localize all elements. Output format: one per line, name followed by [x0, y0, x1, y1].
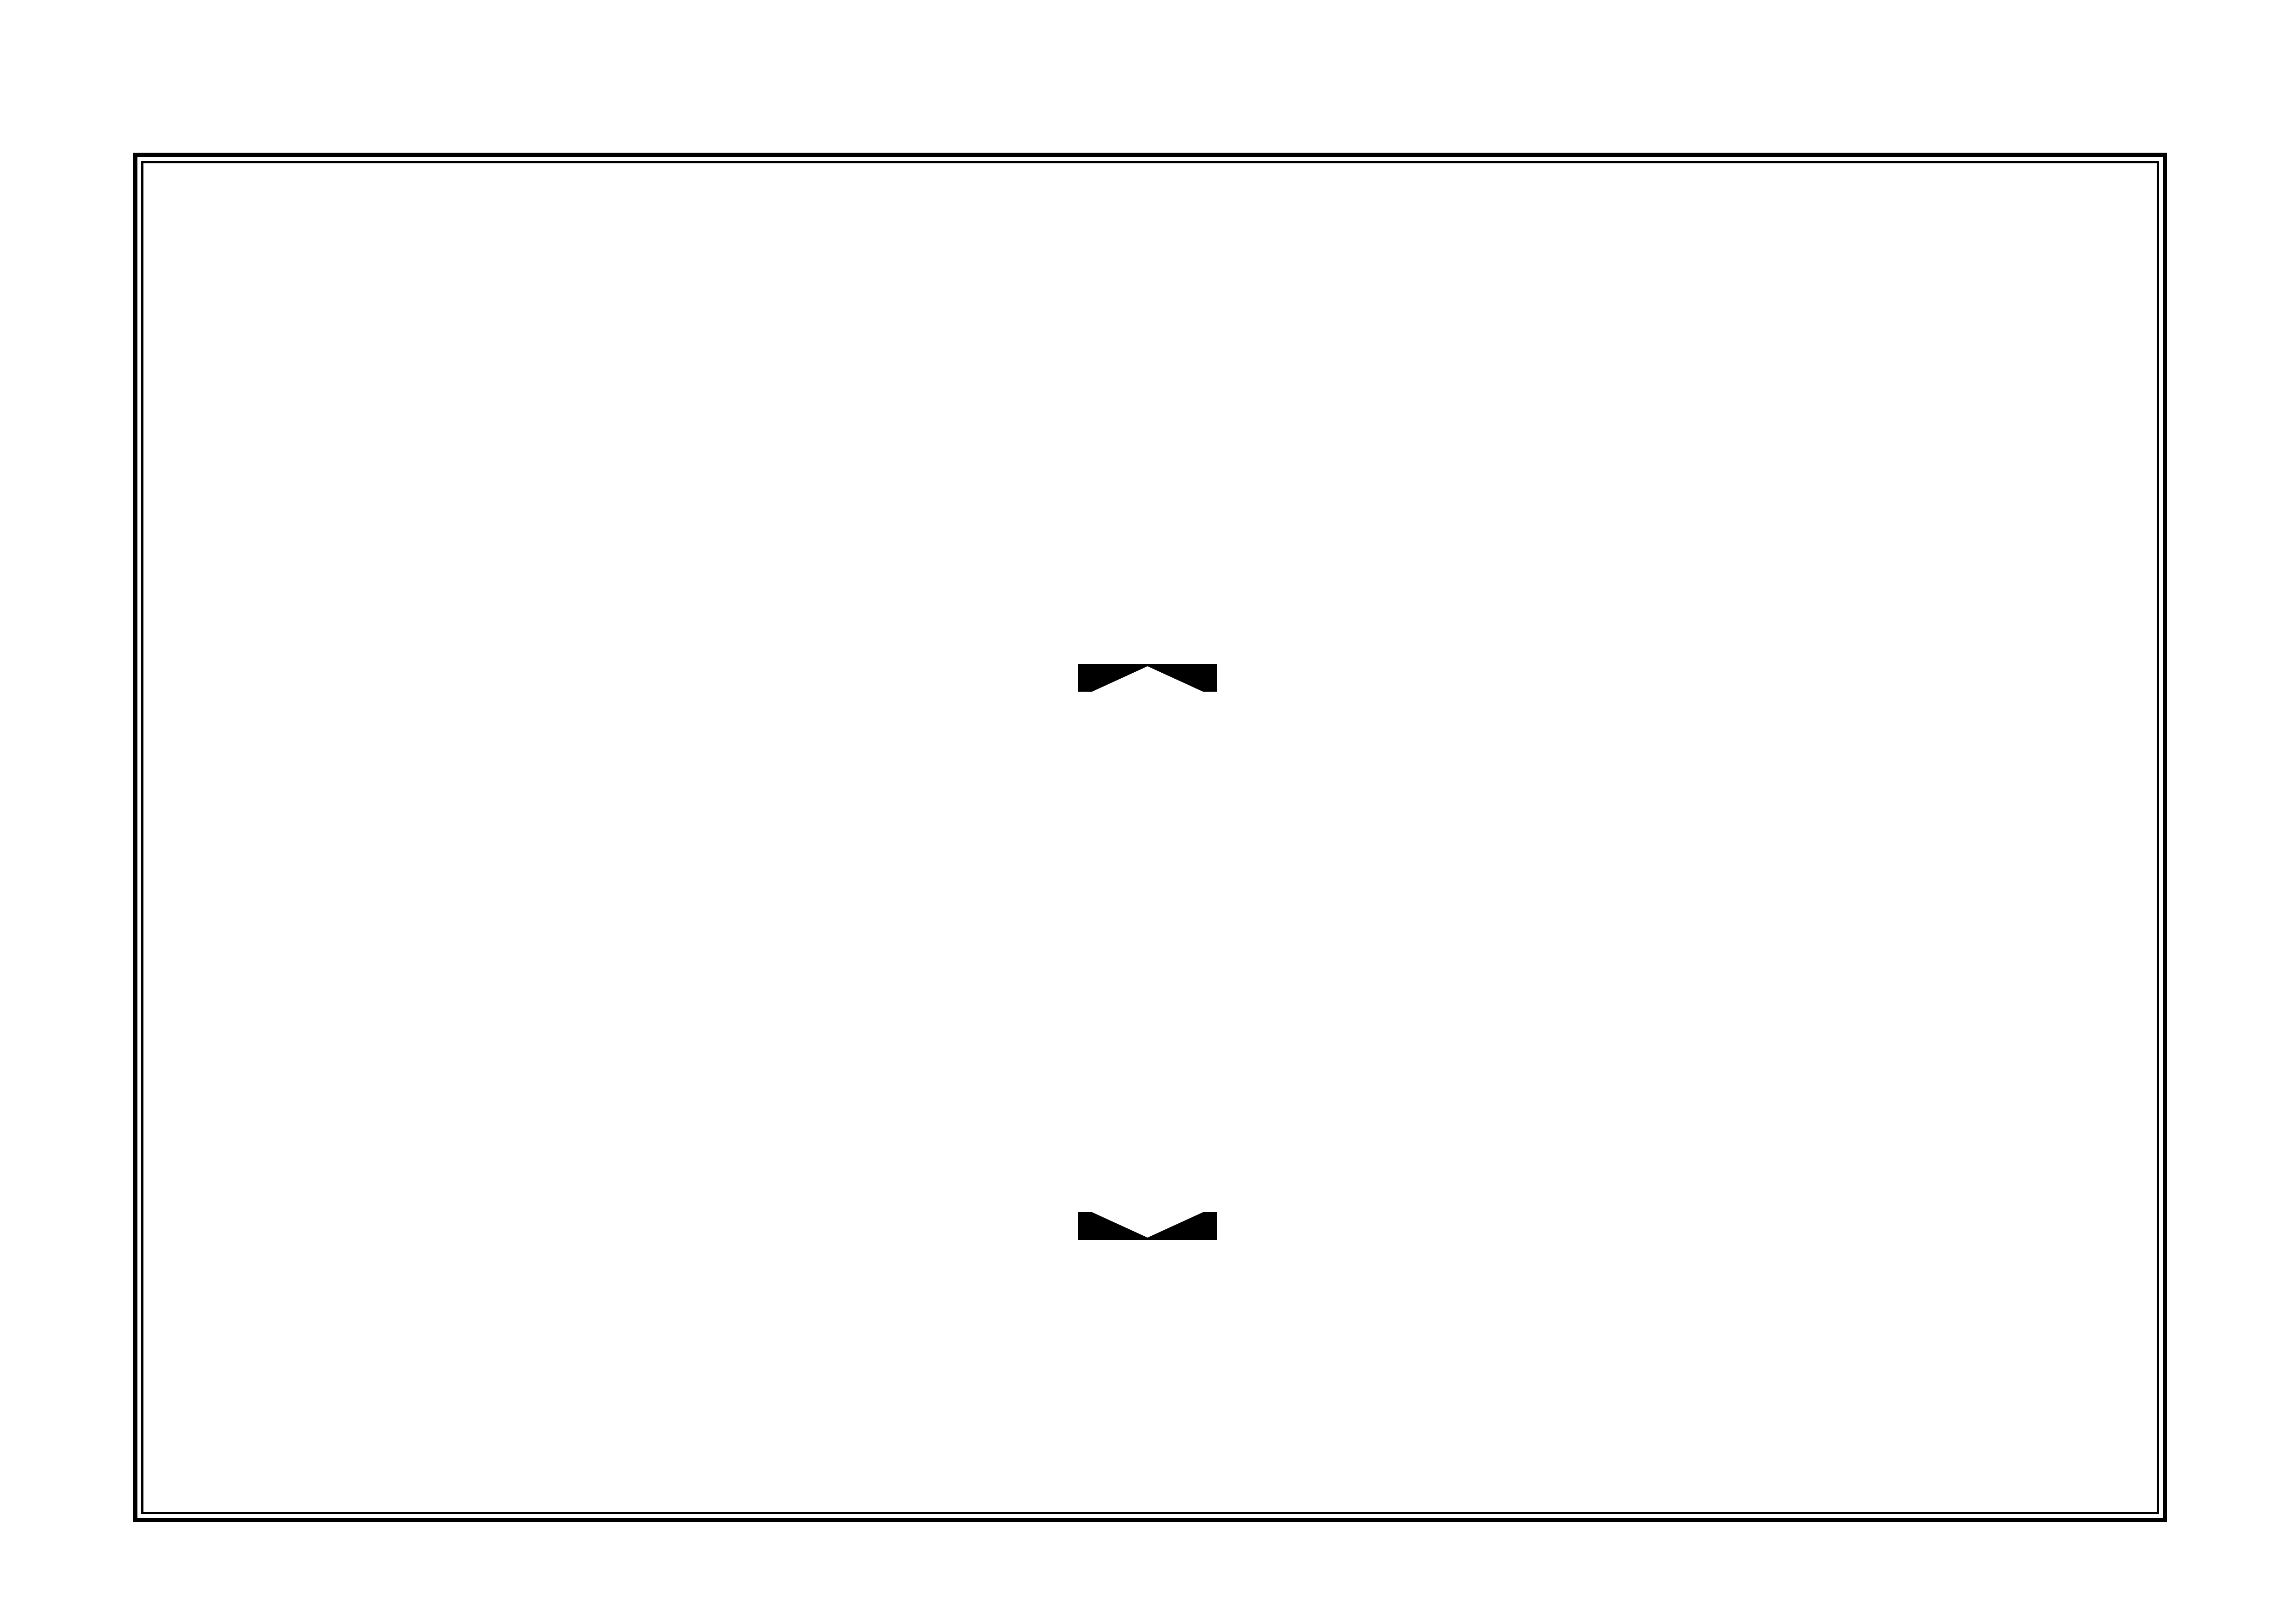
spine-arrow-bottom	[1078, 1212, 1217, 1240]
inner-border	[141, 161, 2159, 1514]
spine-arrow-top	[1078, 664, 1217, 692]
